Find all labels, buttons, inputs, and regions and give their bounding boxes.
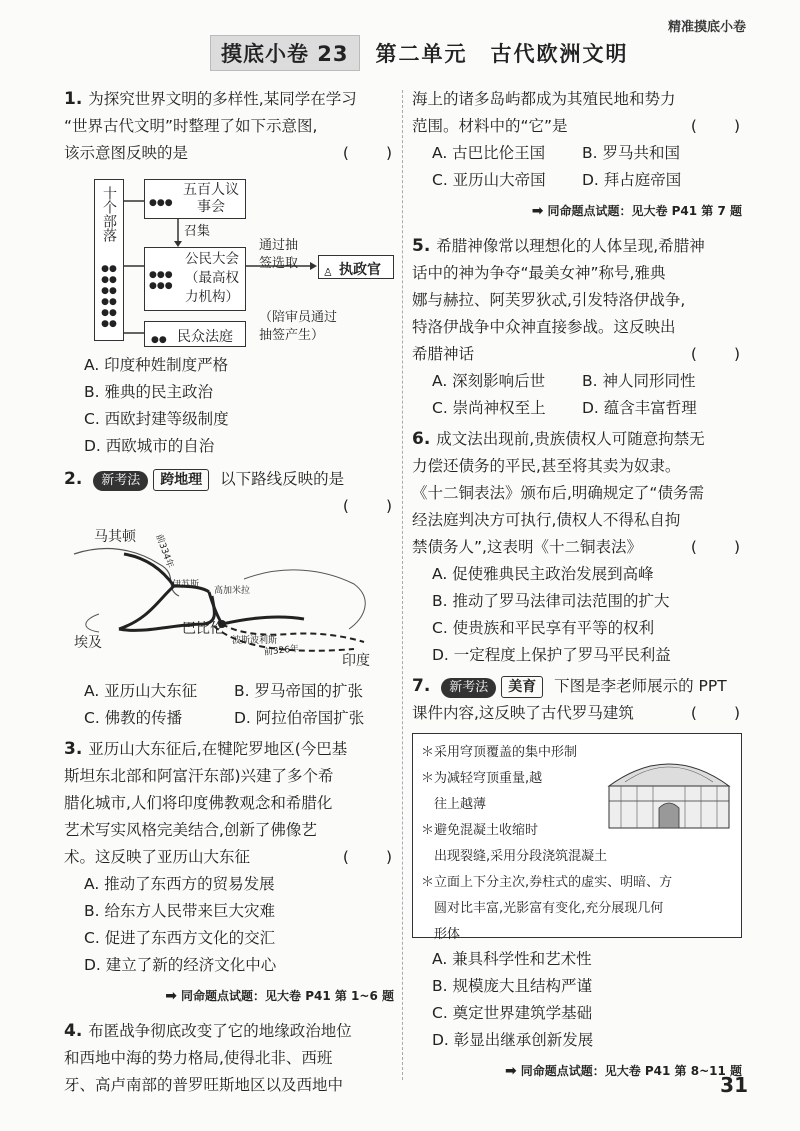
option-row [64, 678, 394, 705]
answer-bracket: ( ) [342, 848, 394, 866]
reference-text: 同命题点试题：见大卷 P41 第 8~11 题 [520, 1064, 742, 1078]
assembly-box [144, 247, 246, 311]
question-stem: 范围。材料中的“它”是 [412, 117, 568, 135]
question-3 [64, 736, 394, 1010]
aesthetic-badge: 美育 [501, 676, 543, 698]
question-number: 2. [64, 469, 83, 489]
arrow-icon: ➡ [504, 1063, 517, 1079]
right-column [412, 86, 742, 1093]
option-c[interactable]: C. 西欧封建等级制度 [84, 410, 229, 428]
map-label-india: 印度 [342, 653, 370, 669]
question-stem: 为探究世界文明的多样性,某同学在学习 [88, 90, 357, 108]
reference-note [412, 1058, 742, 1085]
header-corner-label: 精准摸底小卷 [667, 20, 746, 35]
archon-label: 执政官 [339, 262, 381, 278]
question-stem: 特洛伊战争中众神直接参战。这反映出 [412, 318, 676, 336]
question-stem: 布匿战争彻底改变了它的地缘政治地位 [88, 1022, 352, 1040]
option-b[interactable]: B. 罗马帝国的扩张 [234, 682, 363, 700]
jury-note: （陪审员通过 [259, 310, 338, 325]
map-label-year: 前334年 [153, 533, 175, 570]
question-stem: 以下路线反映的是 [220, 470, 345, 488]
option-b[interactable]: B. 推动了罗马法律司法范围的扩大 [432, 592, 670, 610]
option-d[interactable]: D. 一定程度上保护了罗马平民利益 [432, 646, 671, 664]
option-b[interactable]: B. 给东方人民带来巨大灾难 [84, 902, 275, 920]
option-b[interactable]: B. 规模庞大且结构严谨 [432, 977, 592, 995]
answer-bracket: ( ) [342, 497, 394, 515]
question-4-continued [412, 86, 742, 225]
question-stem: 下图是李老师展示的 PPT [554, 677, 727, 695]
answer-bracket: ( ) [690, 345, 742, 363]
option-row [412, 167, 742, 194]
reference-text: 同命题点试题：见大卷 P41 第 1~6 题 [181, 989, 394, 1003]
person-icon: ♙ [323, 266, 333, 279]
council-label: 五百人议事会 [183, 182, 239, 215]
answer-bracket: ( ) [690, 704, 742, 722]
option-a[interactable]: A. 深刻影响后世 [432, 372, 546, 390]
page-number: 31 [720, 1073, 748, 1097]
option-d[interactable]: D. 西欧城市的自治 [84, 437, 215, 455]
ppt-line: ＊避免混凝土收缩时 [421, 823, 539, 838]
option-a[interactable]: A. 推动了东西方的贸易发展 [84, 875, 275, 893]
question-number: 6. [412, 429, 431, 449]
answer-bracket: ( ) [690, 117, 742, 135]
question-stem: 课件内容,这反映了古代罗马建筑 [412, 704, 634, 722]
court-label: 民众法庭 [177, 329, 233, 345]
option-c[interactable]: C. 佛教的传播 [84, 709, 183, 727]
archon-box [318, 255, 394, 279]
reference-note [64, 983, 394, 1010]
question-number: 5. [412, 236, 431, 256]
question-2 [64, 466, 394, 732]
question-5 [412, 233, 742, 422]
question-stem: 斯坦东北部和阿富汗东部)兴建了多个希 [64, 767, 334, 785]
question-stem: 《十二铜表法》颁布后,明确规定了“债务需 [412, 484, 704, 502]
option-row [412, 368, 742, 395]
reference-text: 同命题点试题：见大卷 P41 第 7 题 [547, 204, 742, 218]
lottery-label: 签选取 [259, 256, 299, 271]
map-label-macedonia: 马其顿 [94, 529, 136, 545]
ppt-line: 形体 [421, 927, 461, 942]
option-row [412, 395, 742, 422]
assembly-note: （最高权 [185, 270, 239, 286]
jury-note: 抽签产生） [259, 328, 325, 343]
question-6 [412, 426, 742, 669]
question-7 [412, 673, 742, 1085]
ppt-line: ＊立面上下分主次,券柱式的虚实、明暗、方 [421, 875, 673, 890]
summon-label: 召集 [184, 224, 211, 239]
option-a[interactable]: A. 兼具科学性和艺术性 [432, 950, 592, 968]
option-d[interactable]: D. 蕴含丰富哲理 [582, 399, 697, 417]
option-b[interactable]: B. 雅典的民主政治 [84, 383, 213, 401]
ppt-line: ＊采用穹顶覆盖的集中形制 [421, 745, 578, 760]
question-stem: 经法庭判决方可执行,债权人不得私自拘 [412, 511, 681, 529]
option-c[interactable]: C. 促进了东西方文化的交汇 [84, 929, 276, 947]
lottery-label: 通过抽 [259, 238, 299, 253]
option-d[interactable]: D. 建立了新的经济文化中心 [84, 956, 277, 974]
new-method-badge: 新考法 [93, 471, 148, 491]
option-b[interactable]: B. 神人同形同性 [582, 372, 696, 390]
tribes-label: 十个部落 [101, 186, 117, 242]
question-stem: 和西地中海的势力格局,使得北非、西班 [64, 1049, 333, 1067]
reference-note [412, 198, 742, 225]
left-column [64, 86, 394, 1101]
athens-politics-diagram [64, 171, 394, 346]
cross-subject-badge: 跨地理 [153, 469, 209, 491]
question-stem: 希腊神话 [412, 345, 475, 363]
map-label-egypt: 埃及 [74, 635, 102, 651]
option-a[interactable]: A. 印度种姓制度严格 [84, 356, 229, 374]
option-d[interactable]: D. 拜占庭帝国 [582, 171, 682, 189]
assembly-label: 公民大会 [185, 251, 239, 267]
tribes-box [94, 179, 124, 341]
question-stem: “世界古代文明”时整理了如下示意图, [64, 117, 318, 135]
option-c[interactable]: C. 使贵族和平民享有平等的权利 [432, 619, 655, 637]
ppt-line: 出现裂缝,采用分段浇筑混凝土 [421, 849, 608, 864]
question-number: 4. [64, 1021, 83, 1041]
question-stem: 亚历山大东征后,在犍陀罗地区(今巴基 [88, 740, 348, 758]
question-stem: 成文法出现前,贵族债权人可随意拘禁无 [436, 430, 705, 448]
ppt-line: ＊为减轻穹顶重量,越 [421, 771, 543, 786]
question-stem: 艺术写实风格完美结合,创新了佛像艺 [64, 821, 317, 839]
option-a[interactable]: A. 促使雅典民主政治发展到高峰 [432, 565, 654, 583]
option-row [412, 140, 742, 167]
question-stem: 希腊神像常以理想化的人体呈现,希腊神 [436, 237, 705, 255]
option-b[interactable]: B. 罗马共和国 [582, 144, 680, 162]
map-label-persepolis: 波斯波利斯 [232, 636, 278, 646]
assembly-note: 力机构） [185, 289, 239, 305]
new-method-badge: 新考法 [441, 678, 496, 698]
option-a[interactable]: A. 古巴比伦王国 [432, 144, 546, 162]
ppt-line: 往上越薄 [421, 797, 487, 812]
question-stem: 牙、高卢南部的普罗旺斯地区以及西地中 [64, 1076, 344, 1094]
question-stem: 禁债务人”,这表明《十二铜表法》 [412, 538, 642, 556]
ppt-slide [412, 733, 742, 942]
question-stem: 力偿还债务的平民,甚至将其卖为奴隶。 [412, 457, 681, 475]
answer-bracket: ( ) [342, 144, 394, 162]
option-row [64, 705, 394, 732]
council-box [144, 179, 246, 219]
title-bar [210, 36, 629, 70]
page-title: 第二单元 古代欧洲文明 [375, 42, 629, 66]
question-number: 1. [64, 89, 83, 109]
question-number: 7. [412, 676, 431, 696]
arrow-icon: ➡ [165, 988, 178, 1004]
option-c[interactable]: C. 亚历山大帝国 [432, 171, 546, 189]
question-stem: 娜与赫拉、阿芙罗狄忒,引发特洛伊战争, [412, 291, 686, 309]
answer-bracket: ( ) [690, 538, 742, 556]
option-d[interactable]: D. 彰显出继承创新发展 [432, 1031, 594, 1049]
option-c[interactable]: C. 奠定世界建筑学基础 [432, 1004, 593, 1022]
people-icon: ●● [151, 335, 167, 345]
question-stem: 话中的神为争夺“最美女神”称号,雅典 [412, 264, 666, 282]
question-stem: 海上的诸多岛屿都成为其殖民地和势力 [412, 90, 676, 108]
question-number: 3. [64, 739, 83, 759]
people-icon: ●●● [149, 198, 173, 208]
ppt-line: 圆对比丰富,光影富有变化,充分展现几何 [421, 901, 664, 916]
option-d[interactable]: D. 阿拉伯帝国扩张 [234, 709, 365, 727]
map-label-issus: 伊苏斯 [172, 580, 200, 590]
question-4 [64, 1018, 394, 1099]
alexander-route-map [64, 524, 394, 674]
question-1 [64, 86, 394, 460]
question-stem: 术。这反映了亚历山大东征 [64, 848, 251, 866]
question-stem: 该示意图反映的是 [64, 144, 189, 162]
question-stem: 腊化城市,人们将印度佛教观念和希腊化 [64, 794, 333, 812]
paper-tag: 摸底小卷 23 [210, 35, 360, 71]
map-label-babylon: 巴比伦 [182, 621, 224, 637]
assembly-text [181, 250, 243, 307]
arrow-icon: ➡ [531, 203, 544, 219]
map-label-year: 前326年 [263, 644, 300, 658]
map-label-gaugamela: 高加米拉 [214, 586, 251, 596]
column-divider [402, 90, 403, 1080]
people-icon: ●●● ●●● [149, 270, 173, 291]
court-box [144, 321, 246, 347]
option-a[interactable]: A. 亚历山大东征 [84, 682, 198, 700]
option-c[interactable]: C. 崇尚神权至上 [432, 399, 546, 417]
people-icon: ●● ●● ●● ●● ●● ●● [101, 264, 117, 329]
pantheon-illustration [605, 746, 733, 830]
